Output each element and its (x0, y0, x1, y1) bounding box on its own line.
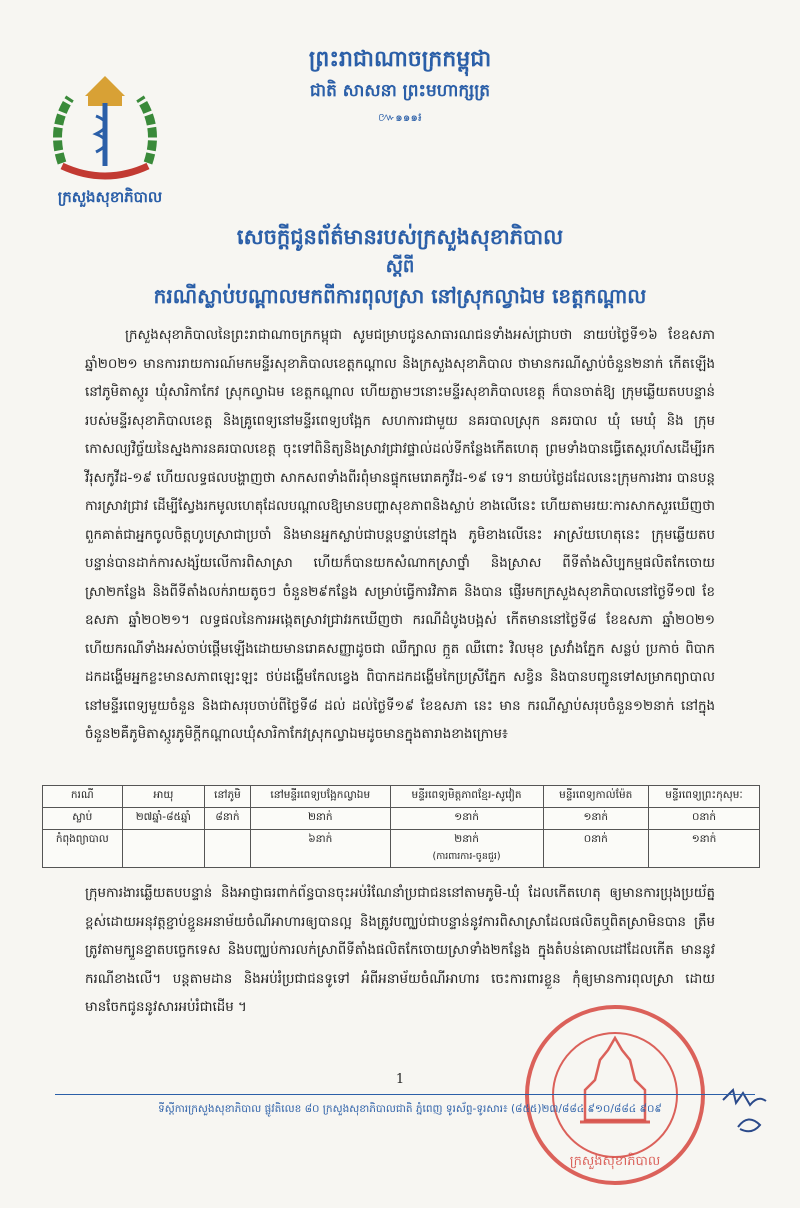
cell-h4: ១នាក់ (648, 830, 759, 868)
stamp-text: ក្រសួងសុខាភិបាល (569, 1154, 661, 1169)
cell-h2-value: ២នាក់ (454, 833, 479, 845)
header-ornament: ៚๑๑๑៛ (378, 110, 422, 124)
kingdom-heading: ព្រះរាជាណាចក្រកម្ពុជា (308, 47, 492, 72)
paragraph-closing: ក្រុមការងារឆ្លើយតបបន្ទាន់ និងអាជ្ញាធរពាក់ព័ន្ធបានចុះអប់រំណែនាំប្រជាជននៅតាមភូមិ-ឃុំ ដែលកើតហេតុ ឲ្យមានការប្រុងប្រយ័ត្ន ខ្ពស់ដោយអនុវត្តខ្ជាប់ខ្ជួនអនាម័យចំណីអាហារឲ្យបានល្អ និងត្រូវបញ្ឈប់ជាបន្ទាន់នូវការពិសាស្រាដែលផលិតឬពិតស្រាមិនបាន ត្រឹមត្រូវតាមក្បួនខ្នាតបច្ចេកទេស និងបញ្ឈប់ការលក់ស្រាពីទីតាំងផលិតកែចោយស្រាទាំង២កន្លែង ក្នុងតំបន់គោលដៅដែលកើត មាននូវករណីខាងលើ។ បន្តតាមដាន និងអប់រំប្រជាជនទូទៅ អំពីអនាម័យចំណីអាហារ ចេះការពារខ្លួន កុំឲ្យមានការពុលស្រា ដោយមានចែកជូននូវសារអប់រំជាដើម ។ (85, 886, 715, 1015)
page-number: 1 (395, 1072, 405, 1087)
footer-address: ទីស្តីការក្រសួងសុខាភិបាល ផ្លូវតិលេខ ៨០ ក្រសួងសុខាភិបាលជាតិ ភ្នំពេញ ទូរស័ព្ទ-ទូរសារ៖ (៨៥៥)២៣/៨៨៤ ៩១០/៨៨៤ ៩០៩ (158, 1103, 662, 1115)
cell-h3: ០នាក់ (543, 830, 648, 868)
col-hospital-1: នៅមន្ទីរពេទ្យបង្អែកល្វាឯម (250, 786, 390, 808)
table-row (43, 830, 760, 868)
col-village: នៅភូមិ (205, 786, 251, 808)
cell-h1: ៦នាក់ (250, 830, 390, 868)
document-subject: ករណីស្លាប់បណ្តាលមកពីការពុលស្រា នៅស្រុកល្វាឯម ខេត្តកណ្តាល (153, 284, 647, 308)
document-title: សេចក្តីជូនព័ត៌មានរបស់ក្រសួងសុខាភិបាល (236, 225, 564, 249)
col-hospital-2: មន្ទីរពេទ្យមិត្តភាពខ្មែរ-សូវៀត (390, 786, 543, 808)
cell-h3: ១នាក់ (543, 808, 648, 830)
document-subtitle-about: ស្តីពី (385, 256, 415, 277)
cell-h2: ១នាក់ (390, 808, 543, 830)
paragraph-1: ក្រសួងសុខាភិបាលនៃព្រះរាជាណាចក្រកម្ពុជា សូមជម្រាបជូនសាធារណជនទាំងអស់ជ្រាបថា នាយប់ថ្ងៃទី១៦ ខែឧសភា ឆ្នាំ២០២១ មានការរាយការណ៍មកមន្ទីរសុខាភិបាលខេត្តកណ្តាល និងក្រសួងសុខាភិបាល ថាមានករណីស្លាប់ចំនួន២នាក់ កើតឡើង នៅភូមិតាស្កូរ ឃុំសារិកាកែវ ស្រុកល្វាឯម ខេត្តកណ្តាល ហើយភ្លាមៗនោះមន្ទីរសុខាភិបាលខេត្ត ក៏បានចាត់ឱ្យ ក្រុមឆ្លើយតបបន្ទាន់របស់មន្ទីរសុខាភិបាលខេត្ត និងគ្រូពេទ្យនៅមន្ទីរពេទ្យបង្អែក សហការជាមួយ នគរបាលស្រុក នគរបាល ឃុំ មេឃុំ និង ក្រុមកោសល្យវិច្ច័យនៃស្នងការនគរបាលខេត្ត ចុះទៅពិនិត្យនិងស្រាវជ្រាវផ្ទាល់ដល់ទីកន្លែងកើតហេតុ ព្រមទាំងបានធ្វើតេស្តរហ័សដើម្បីរកវីរុសកូវីដ-១៩ ហើយលទ្ធផលបង្ហាញថា សាកសពទាំងពីរពុំមានផ្ទុកមេរោគកូវីដ-១៩ ទេ។ នាយប់ថ្ងៃដដែលនេះក្រុមការងារ បានបន្តការស្រាវជ្រាវ ដើម្បីស្វែងរកមូលហេតុដែលបណ្តាលឱ្យមានបញ្ហាសុខភាពនិងស្លាប់ ខាងលើនេះ ហើយតាមរយៈការសាកសួរឃើញថា ពួកគាត់ជាអ្នកចូលចិត្តហូបស្រាជាប្រចាំ និងមានអ្នកស្លាប់ជាបន្តបន្ទាប់នៅក្នុង ភូមិខាងលើនេះ អាស្រ័យហេតុនេះ ក្រុមឆ្លើយតបបន្ទាន់បានដាក់ការសង្ស័យលើការពិសាស្រា ហើយក៏បានយកសំណាកស្រាថ្នាំ និងស្រាស ពីទីតាំងសិប្បកម្មផលិតកែចោយស្រា២កន្លែង និងពីទីតាំងលក់រាយតូចៗ ចំនួន២៩កន្លែង សម្រាប់ធ្វើការវិភាគ និងបាន ផ្ញើរមកក្រសួងសុខាភិបាលនៅថ្ងៃទី១៧ ខែឧសភា ឆ្នាំ២០២១។ លទ្ធផលនៃការអង្កេតស្រាវជ្រាវរកឃើញថា ករណីដំបូងបង្អស់ កើតមាននៅថ្ងៃទី៨ ខែឧសភា ឆ្នាំ២០២១ ហើយករណីទាំងអស់ចាប់ផ្តើមឡើងដោយមានរោគសញ្ញាដូចជា ឈឺក្បាល ក្អួត ឈឺពោះ វិលមុខ ស្រវាំងភ្នែក សន្លប់ ប្រកាច់ ពិបាកដកដង្ហើមអ្នកខ្លះមានសភាពឡេះឡះ ថប់ដង្ហើមកែលខ្វេង ពិបាកដកដង្ហើមកៃប្រស្រីភ្នែក សខ្វិន និងបានបញ្ជូនទៅសម្រាកព្យាបាលនៅមន្ទីរពេទ្យមួយចំនួន និងជាសរុបចាប់ពីថ្ងៃទី៨ ដល់ ដល់ថ្ងៃទី១៩ ខែឧសភា នេះ មាន ករណីស្លាប់សរុបចំនួន១២នាក់ នៅក្នុងចំនួន២គឺភូមិតាស្កូរភូមិក្តីកណ្តាលឃុំសារិកាកែវស្រុកល្វាឯមដូចមានក្នុងតារាងខាងក្រោម៖ (85, 328, 715, 742)
table-header-row (43, 786, 760, 808)
cell-village: ៨នាក់ (205, 808, 251, 830)
cell-h1: ២នាក់ (250, 808, 390, 830)
cell-h4: ០នាក់ (648, 808, 759, 830)
national-motto: ជាតិ សាសនា ព្រះមហាក្សត្រ (309, 81, 491, 101)
cell-age: ២៧ឆ្នាំ-៨៥ឆ្នាំ (122, 808, 204, 830)
cell-type: កំពុងព្យាបាល (43, 830, 123, 868)
ministry-emblem-icon (40, 68, 170, 188)
col-age: អាយុ (122, 786, 204, 808)
cases-table (42, 785, 760, 868)
cell-h2 (390, 830, 543, 868)
cell-h2-note: (ការពារការ-ចូនជួរ) (432, 851, 501, 862)
cell-village (205, 830, 251, 868)
col-hospital-4: មន្ទីរពេទ្យព្រះកុសុមៈ (648, 786, 759, 808)
cell-age (122, 830, 204, 868)
ministry-label: ក្រសួងសុខាភិបាល (57, 188, 163, 206)
footer-divider (55, 1094, 755, 1095)
cell-type: ស្លាប់ (43, 808, 123, 830)
col-hospital-3: មន្ទីរពេទ្យកាល់ម៉ែត (543, 786, 648, 808)
col-case: ករណី (43, 786, 123, 808)
official-stamp-icon (520, 1000, 710, 1190)
table-row (43, 808, 760, 830)
body-paragraph (85, 322, 715, 750)
